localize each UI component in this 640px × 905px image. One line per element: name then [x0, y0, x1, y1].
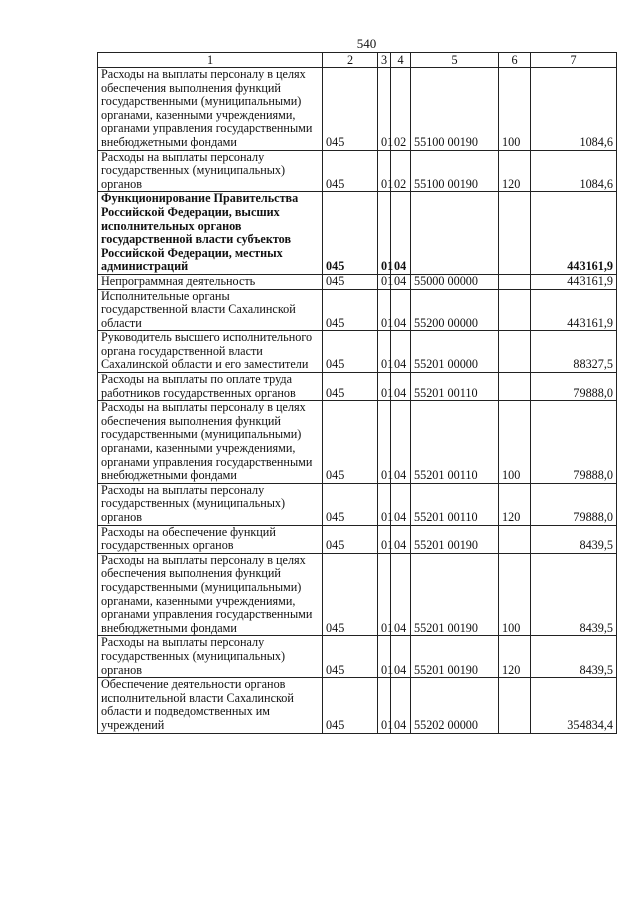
amount-cell: 88327,5 [531, 331, 617, 373]
column-header: 4 [391, 53, 411, 68]
section-code-cell: 01 [378, 274, 391, 289]
subsection-code-cell: 04 [391, 274, 411, 289]
column-header: 5 [411, 53, 499, 68]
admin-code-cell: 045 [323, 636, 378, 678]
expense-type-cell [499, 525, 531, 553]
table-row [98, 401, 617, 484]
target-article-cell: 55201 00190 [411, 636, 499, 678]
section-code-cell: 01 [378, 373, 391, 401]
target-article-cell: 55202 00000 [411, 678, 499, 733]
amount-cell: 8439,5 [531, 636, 617, 678]
table-row [98, 68, 617, 151]
expense-type-cell [499, 274, 531, 289]
item-name-cell: Расходы на выплаты персоналу в целях обеспечения выполнения функций государственными (муниципальными) органами, казенными учреждениями, органами управления государственными внебюджетными фондами [98, 401, 323, 484]
admin-code-cell: 045 [323, 331, 378, 373]
column-header: 2 [323, 53, 378, 68]
item-name-cell: Расходы на выплаты по оплате труда работников государственных органов [98, 373, 323, 401]
section-code-cell: 01 [378, 68, 391, 151]
admin-code-cell: 045 [323, 373, 378, 401]
admin-code-cell: 045 [323, 525, 378, 553]
subsection-code-cell: 04 [391, 636, 411, 678]
subsection-code-cell: 04 [391, 331, 411, 373]
target-article-cell: 55201 00000 [411, 331, 499, 373]
table-row [98, 678, 617, 733]
admin-code-cell: 045 [323, 150, 378, 192]
budget-table [97, 52, 617, 734]
target-article-cell: 55100 00190 [411, 68, 499, 151]
admin-code-cell: 045 [323, 192, 378, 275]
subsection-code-cell: 04 [391, 289, 411, 331]
admin-code-cell: 045 [323, 68, 378, 151]
admin-code-cell: 045 [323, 274, 378, 289]
column-header: 7 [531, 53, 617, 68]
subsection-code-cell: 04 [391, 192, 411, 275]
target-article-cell: 55100 00190 [411, 150, 499, 192]
item-name-cell: Функционирование Правительства Российской Федерации, высших исполнительных органов государственной власти субъектов Российской Федерации, местных администраций [98, 192, 323, 275]
amount-cell: 8439,5 [531, 525, 617, 553]
amount-cell: 443161,9 [531, 289, 617, 331]
amount-cell: 443161,9 [531, 274, 617, 289]
item-name-cell: Расходы на выплаты персоналу государственных (муниципальных) органов [98, 150, 323, 192]
section-code-cell: 01 [378, 150, 391, 192]
item-name-cell: Расходы на выплаты персоналу в целях обеспечения выполнения функций государственными (муниципальными) органами, казенными учреждениями, органами управления государственными внебюджетными фондами [98, 68, 323, 151]
item-name-cell: Расходы на выплаты персоналу государственных (муниципальных) органов [98, 483, 323, 525]
item-name-cell: Расходы на обеспечение функций государственных органов [98, 525, 323, 553]
subsection-code-cell: 04 [391, 401, 411, 484]
expense-type-cell [499, 192, 531, 275]
item-name-cell: Руководитель высшего исполнительного органа государственной власти Сахалинской области и его заместители [98, 331, 323, 373]
expense-type-cell: 120 [499, 636, 531, 678]
expense-type-cell [499, 678, 531, 733]
column-numbers-row [98, 53, 617, 68]
item-name-cell: Расходы на выплаты персоналу в целях обеспечения выполнения функций государственными (муниципальными) органами, казенными учреждениями, органами управления государственными внебюджетными фондами [98, 553, 323, 636]
admin-code-cell: 045 [323, 553, 378, 636]
amount-cell: 354834,4 [531, 678, 617, 733]
admin-code-cell: 045 [323, 289, 378, 331]
target-article-cell: 55200 00000 [411, 289, 499, 331]
admin-code-cell: 045 [323, 678, 378, 733]
amount-cell: 79888,0 [531, 483, 617, 525]
subsection-code-cell: 02 [391, 68, 411, 151]
table-row [98, 192, 617, 275]
column-header: 1 [98, 53, 323, 68]
expense-type-cell: 100 [499, 553, 531, 636]
item-name-cell: Непрограммная деятельность [98, 274, 323, 289]
expense-type-cell: 120 [499, 150, 531, 192]
target-article-cell: 55201 00110 [411, 401, 499, 484]
amount-cell: 1084,6 [531, 150, 617, 192]
subsection-code-cell: 04 [391, 525, 411, 553]
section-code-cell: 01 [378, 331, 391, 373]
amount-cell: 79888,0 [531, 401, 617, 484]
target-article-cell: 55201 00110 [411, 483, 499, 525]
item-name-cell: Обеспечение деятельности органов исполнительной власти Сахалинской области и подведомственных им учреждений [98, 678, 323, 733]
table-row [98, 331, 617, 373]
table-row [98, 289, 617, 331]
section-code-cell: 01 [378, 483, 391, 525]
amount-cell: 1084,6 [531, 68, 617, 151]
subsection-code-cell: 04 [391, 678, 411, 733]
target-article-cell: 55201 00190 [411, 525, 499, 553]
table-row [98, 150, 617, 192]
table-row [98, 274, 617, 289]
section-code-cell: 01 [378, 192, 391, 275]
section-code-cell: 01 [378, 553, 391, 636]
subsection-code-cell: 04 [391, 373, 411, 401]
table-row [98, 636, 617, 678]
expense-type-cell: 120 [499, 483, 531, 525]
expense-type-cell [499, 373, 531, 401]
expense-type-cell: 100 [499, 68, 531, 151]
target-article-cell: 55201 00190 [411, 553, 499, 636]
expense-type-cell [499, 289, 531, 331]
amount-cell: 8439,5 [531, 553, 617, 636]
column-header: 6 [499, 53, 531, 68]
section-code-cell: 01 [378, 678, 391, 733]
subsection-code-cell: 02 [391, 150, 411, 192]
section-code-cell: 01 [378, 636, 391, 678]
item-name-cell: Расходы на выплаты персоналу государственных (муниципальных) органов [98, 636, 323, 678]
table-row [98, 483, 617, 525]
table-body [98, 68, 617, 734]
admin-code-cell: 045 [323, 483, 378, 525]
amount-cell: 79888,0 [531, 373, 617, 401]
section-code-cell: 01 [378, 525, 391, 553]
page-number: 540 [356, 36, 377, 51]
expense-type-cell [499, 331, 531, 373]
expense-type-cell: 100 [499, 401, 531, 484]
subsection-code-cell: 04 [391, 553, 411, 636]
subsection-code-cell: 04 [391, 483, 411, 525]
amount-cell: 443161,9 [531, 192, 617, 275]
section-code-cell: 01 [378, 289, 391, 331]
section-code-cell: 01 [378, 401, 391, 484]
table-row [98, 373, 617, 401]
table-row [98, 553, 617, 636]
admin-code-cell: 045 [323, 401, 378, 484]
target-article-cell [411, 192, 499, 275]
target-article-cell: 55201 00110 [411, 373, 499, 401]
target-article-cell: 55000 00000 [411, 274, 499, 289]
item-name-cell: Исполнительные органы государственной власти Сахалинской области [98, 289, 323, 331]
table-row [98, 525, 617, 553]
column-header: 3 [378, 53, 391, 68]
